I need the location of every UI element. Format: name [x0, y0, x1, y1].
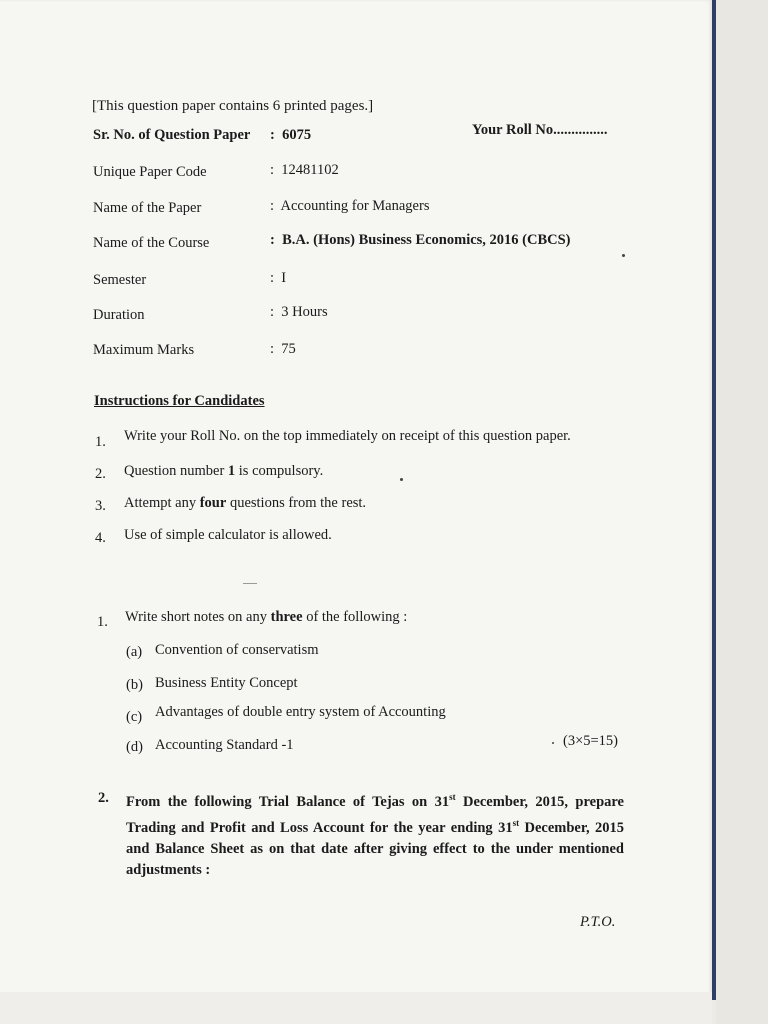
- meta-value-max-marks: : 75: [270, 341, 296, 357]
- sub-question-text: Convention of conservatism: [155, 642, 319, 658]
- sub-question-text: Business Entity Concept: [155, 675, 298, 691]
- sub-question-letter: (a): [126, 644, 143, 660]
- meta-value-semester: : I: [270, 270, 287, 286]
- scan-dot: [400, 478, 403, 481]
- sub-question-letter: (d): [126, 739, 143, 755]
- page-count-note: [This question paper contains 6 printed pages.]: [92, 98, 374, 114]
- sub-question-text: Advantages of double entry system of Accounting: [155, 704, 446, 720]
- meta-value-paper-name: : Accounting for Managers: [270, 198, 430, 214]
- question-number: 2.: [98, 790, 109, 806]
- meta-value-course-name: : B.A. (Hons) Business Economics, 2016 (CBCS): [270, 232, 571, 248]
- meta-label-semester: Semester: [93, 272, 147, 288]
- instruction-text: Question number 1 is compulsory.: [124, 463, 324, 479]
- question-marks: (3×5=15): [563, 733, 619, 749]
- instructions-heading: Instructions for Candidates: [94, 393, 265, 409]
- instruction-text: Write your Roll No. on the top immediately on receipt of this question paper.: [124, 428, 571, 444]
- instruction-number: 3.: [95, 498, 106, 514]
- scan-margin: [716, 0, 768, 1024]
- meta-label-max-marks: Maximum Marks: [93, 342, 195, 358]
- sub-question-letter: (b): [126, 677, 143, 693]
- question-text: From the following Trial Balance of Tejas on 31st December, 2015, prepare Trading and Profit and Loss Account for the year ending 31st December, 2015 and Balance Sheet as on that date after giving effect to the under mentioned adjustments :: [126, 792, 625, 878]
- scan-dot: [552, 742, 554, 744]
- instruction-text: Attempt any four questions from the rest.: [124, 495, 367, 511]
- instruction-number: 2.: [95, 466, 106, 482]
- roll-number-field: Your Roll No...............: [472, 122, 608, 138]
- meta-label-duration: Duration: [93, 307, 145, 323]
- scan-mark: [243, 583, 257, 584]
- meta-label-paper-code: Unique Paper Code: [93, 164, 207, 180]
- scan-bottom-margin: [0, 992, 712, 1024]
- meta-value-paper-code: : 12481102: [270, 162, 339, 178]
- meta-label-sr-no: Sr. No. of Question Paper: [93, 127, 251, 143]
- page-turn-note: P.T.O.: [580, 914, 616, 930]
- meta-value-sr-no: : 6075: [270, 127, 312, 143]
- meta-value-duration: : 3 Hours: [270, 304, 328, 320]
- question-number: 1.: [97, 614, 108, 630]
- sub-question-text: Accounting Standard -1: [155, 737, 294, 753]
- sub-question-letter: (c): [126, 709, 143, 725]
- question-text: Write short notes on any three of the following :: [125, 609, 408, 625]
- scan-dot: [622, 254, 625, 257]
- scan-binding-edge: [712, 0, 716, 1000]
- instruction-number: 1.: [95, 434, 106, 450]
- instruction-number: 4.: [95, 530, 106, 546]
- meta-label-paper-name: Name of the Paper: [93, 200, 202, 216]
- meta-label-course-name: Name of the Course: [93, 235, 210, 251]
- instruction-text: Use of simple calculator is allowed.: [124, 527, 332, 543]
